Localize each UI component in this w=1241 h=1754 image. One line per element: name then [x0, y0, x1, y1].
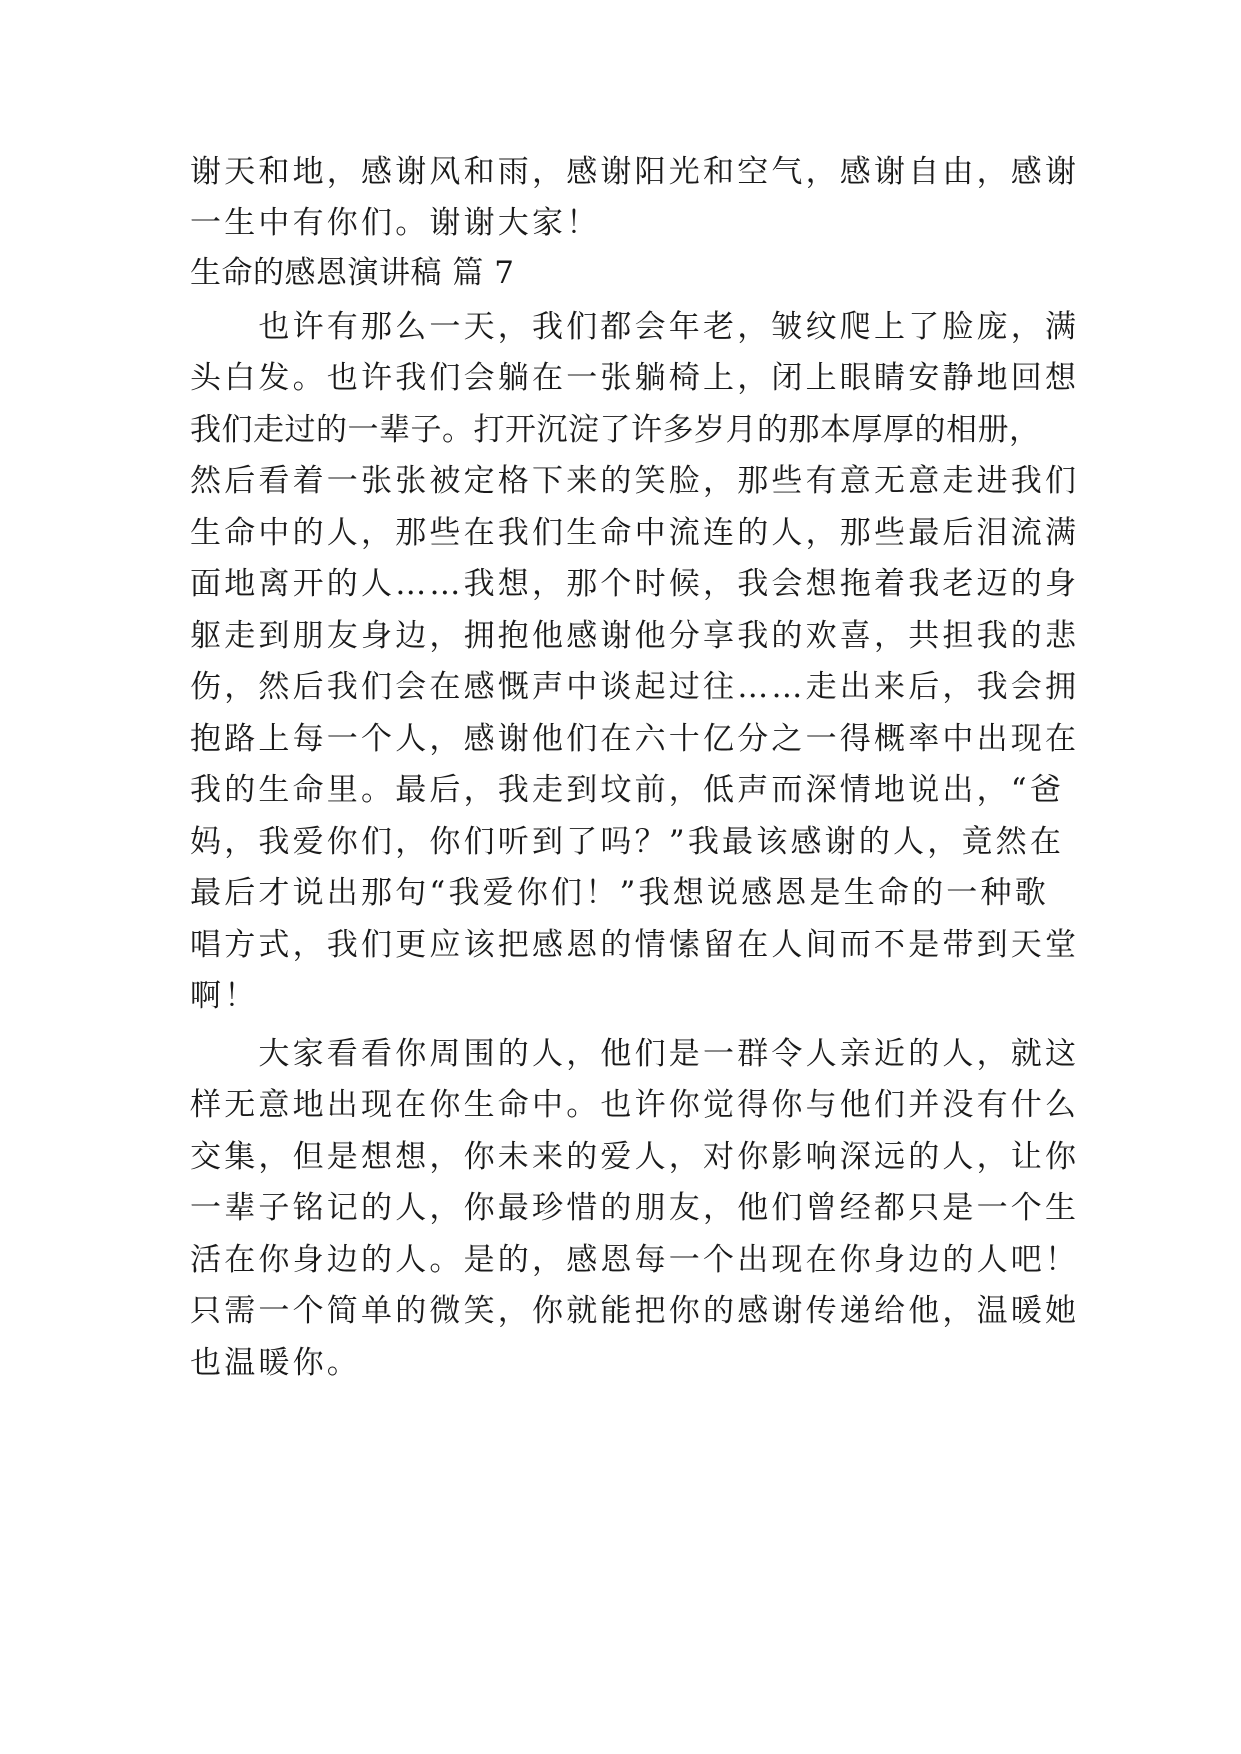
text-line: 最后才说出那句“我爱你们！”我想说感恩是生命的一种歌 — [190, 875, 1049, 911]
text-line: 一生中有你们。谢谢大家！ — [190, 205, 601, 241]
text-line: 交集，但是想想，你未来的爱人，对你影响深远的人，让你 — [190, 1139, 1080, 1175]
text-line: 然后看着一张张被定格下来的笑脸，那些有意无意走进我们 — [190, 463, 1080, 499]
text-line: 躯走到朋友身边，拥抱他感谢他分享我的欢喜，共担我的悲 — [190, 618, 1080, 654]
text-line: 谢天和地，感谢风和雨，感谢阳光和空气，感谢自由，感谢 — [190, 154, 1080, 190]
text-line: 头白发。也许我们会躺在一张躺椅上，闭上眼睛安静地回想 — [190, 360, 1080, 396]
text-line: 生命中的人，那些在我们生命中流连的人，那些最后泪流满 — [190, 515, 1080, 551]
text-line: 抱路上每一个人，感谢他们在六十亿分之一得概率中出现在 — [190, 721, 1080, 757]
text-line: 样无意地出现在你生命中。也许你觉得你与他们并没有什么 — [190, 1087, 1080, 1123]
text-line: 我们走过的一辈子。打开沉淀了许多岁月的那本厚厚的相册， — [190, 412, 1041, 448]
text-line: 大家看看你周围的人，他们是一群令人亲近的人，就这 — [190, 1036, 1080, 1072]
text-line: 只需一个简单的微笑，你就能把你的感谢传递给他，温暖她 — [190, 1293, 1080, 1329]
text-line: 一辈子铭记的人，你最珍惜的朋友，他们曾经都只是一个生 — [190, 1190, 1080, 1226]
text-line: 妈，我爱你们，你们听到了吗？”我最该感谢的人，竟然在 — [190, 824, 1065, 860]
text-line: 啊！ — [190, 978, 259, 1014]
text-line: 也温暖你。 — [190, 1345, 361, 1381]
text-line: 我的生命里。最后，我走到坟前，低声而深情地说出，“爸 — [190, 772, 1065, 808]
section-heading: 生命的感恩演讲稿 篇 7 — [190, 255, 515, 291]
text-line: 也许有那么一天，我们都会年老，皱纹爬上了脸庞，满 — [190, 309, 1080, 345]
text-line: 伤，然后我们会在感慨声中谈起过往……走出来后，我会拥 — [190, 669, 1080, 705]
text-line: 唱方式，我们更应该把感恩的情愫留在人间而不是带到天堂 — [190, 927, 1080, 963]
text-line: 面地离开的人……我想，那个时候，我会想拖着我老迈的身 — [190, 566, 1080, 602]
text-line: 活在你身边的人。是的，感恩每一个出现在你身边的人吧！ — [190, 1242, 1080, 1278]
